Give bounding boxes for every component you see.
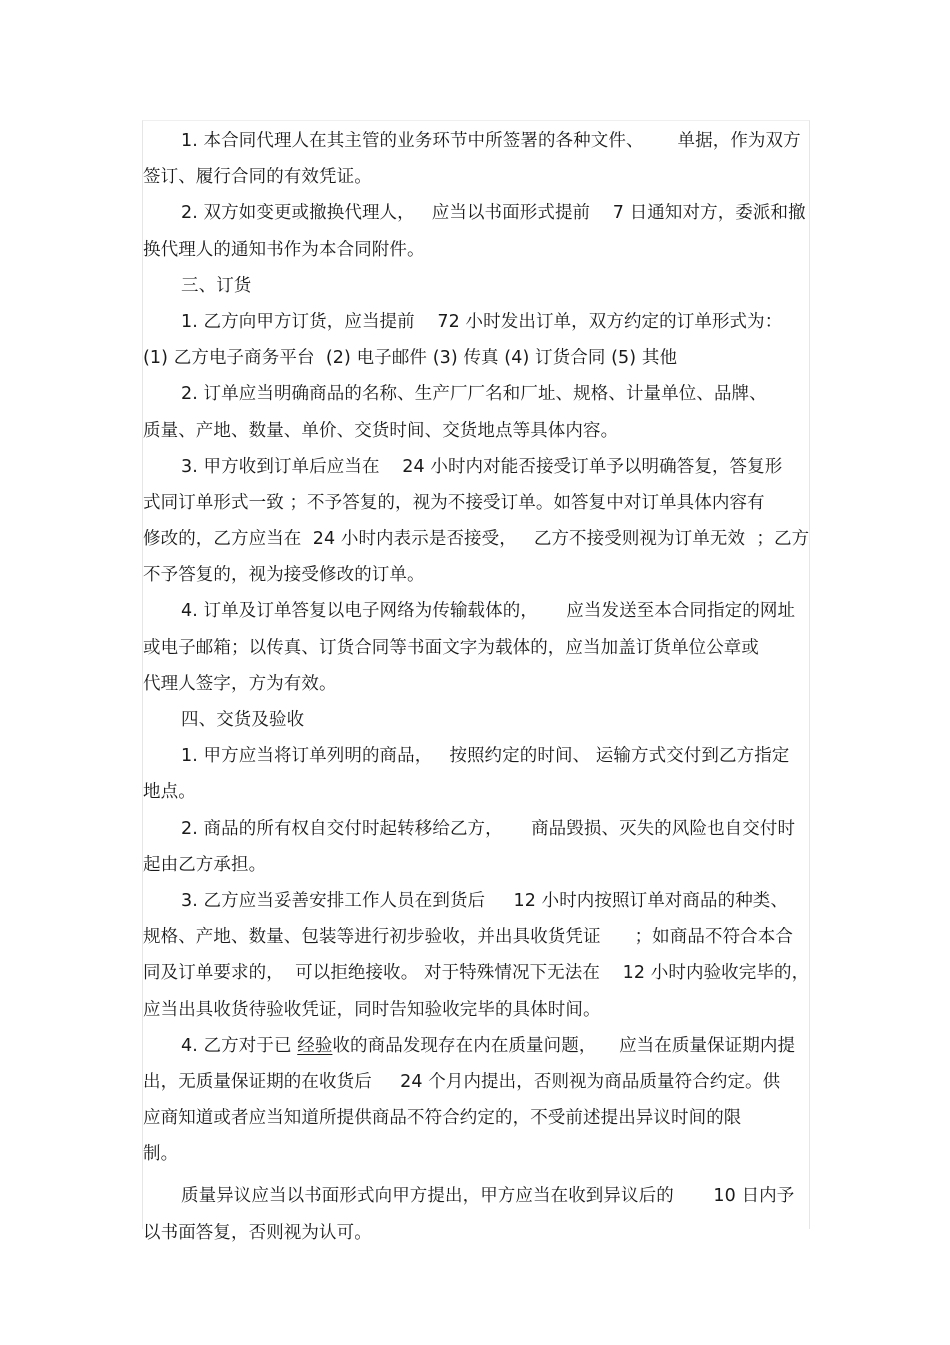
document-body <box>143 123 810 1251</box>
paragraph-line: 应商知道或者应当知道所提供商品不符合约定的，不受前述提出异议时间的限 <box>143 1108 742 1129</box>
paragraph-line: 起由乙方承担。 <box>143 854 267 875</box>
paragraph-line: 规格、产地、数量、包装等进行初步验收，并出具收货凭证 ；如商品不符合本合 <box>143 927 793 948</box>
paragraph-line <box>143 1028 807 1064</box>
paragraph-line: (1) 乙方电子商务平台 (2) 电子邮件 (3) 传真 (4) 订货合同 (5) 其他 <box>143 348 678 369</box>
paragraph-line: 以书面答复，否则视为认可。 <box>143 1222 372 1243</box>
paragraph-line: 换代理人的通知书作为本合同附件。 <box>143 239 425 260</box>
paragraph-line: 1. 本合同代理人在其主管的业务环节中所签署的各种文件、 单据，作为双方 <box>181 131 801 151</box>
paragraph-line: 不予答复的，视为接受修改的订单。 <box>143 565 425 586</box>
paragraph-line: 修改的，乙方应当在 24 小时内表示是否接受， 乙方不接受则视为订单无效 ；乙方 <box>143 529 810 550</box>
paragraph-line: 3. 甲方收到订单后应当在 24 小时内对能否接受订单予以明确答复，答复形 <box>181 456 783 477</box>
paragraph-line: 2. 双方如变更或撤换代理人， 应当以书面形式提前 7 日通知对方，委派和撤 <box>181 203 806 224</box>
paragraph-line: 地点。 <box>143 782 196 803</box>
paragraph-line: 出，无质量保证期的在收货后 24 个月内提出，否则视为商品质量符合约定。供 <box>143 1071 781 1092</box>
paragraph-line: 3. 乙方应当妥善安排工作人员在到货后 12 小时内按照订单对商品的种类、 <box>181 890 789 911</box>
paragraph-line: 4. 订单及订单答复以电子网络为传输载体的， 应当发送至本合同指定的网址 <box>181 601 796 622</box>
paragraph-line: 代理人签字，方为有效。 <box>143 673 337 694</box>
paragraph-line: 2. 订单应当明确商品的名称、生产厂厂名和厂址、规格、计量单位、品牌、 <box>181 384 767 405</box>
paragraph-line: 签订、履行合同的有效凭证。 <box>143 167 372 188</box>
paragraph-line: 2. 商品的所有权自交付时起转移给乙方， 商品毁损、灭失的风险也自交付时 <box>181 818 796 839</box>
section-heading: 三、订货 <box>181 275 252 296</box>
paragraph-line: 1. 乙方向甲方订货，应当提前 72 小时发出订单，双方约定的订单形式为： <box>181 311 783 332</box>
paragraph-line: 1. 甲方应当将订单列明的商品， 按照约定的时间、 运输方式交付到乙方指定 <box>181 746 790 767</box>
line-segment: 收的商品发现存在内在质量问题， 应当在质量保证期内提 <box>332 1035 796 1056</box>
paragraph-line: 质量、产地、数量、单价、交货时间、交货地点等具体内容。 <box>143 420 619 441</box>
paragraph-line: 或电子邮箱；以传真、订货合同等书面文字为载体的，应当加盖订货单位公章或 <box>143 637 759 658</box>
paragraph-line: 式同订单形式一致 ；不予答复的，视为不接受订单。如答复中对订单具体内容有 <box>143 492 765 513</box>
section-heading: 四、交货及验收 <box>181 710 305 730</box>
underlined-term: 经验 <box>297 1035 333 1056</box>
paragraph-line: 制。 <box>143 1144 179 1165</box>
paragraph-line: 应当出具收货待验收凭证，同时告知验收完毕的具体时间。 <box>143 999 601 1020</box>
paragraph-line: 质量异议应当以书面形式向甲方提出，甲方应当在收到异议后的 10 日内予 <box>181 1186 795 1207</box>
paragraph-line: 同及订单要求的， 可以拒绝接收。 对于特殊情况下无法在 12 小时内验收完毕的， <box>143 963 810 984</box>
line-segment: 4. 乙方对于已 <box>181 1035 298 1056</box>
